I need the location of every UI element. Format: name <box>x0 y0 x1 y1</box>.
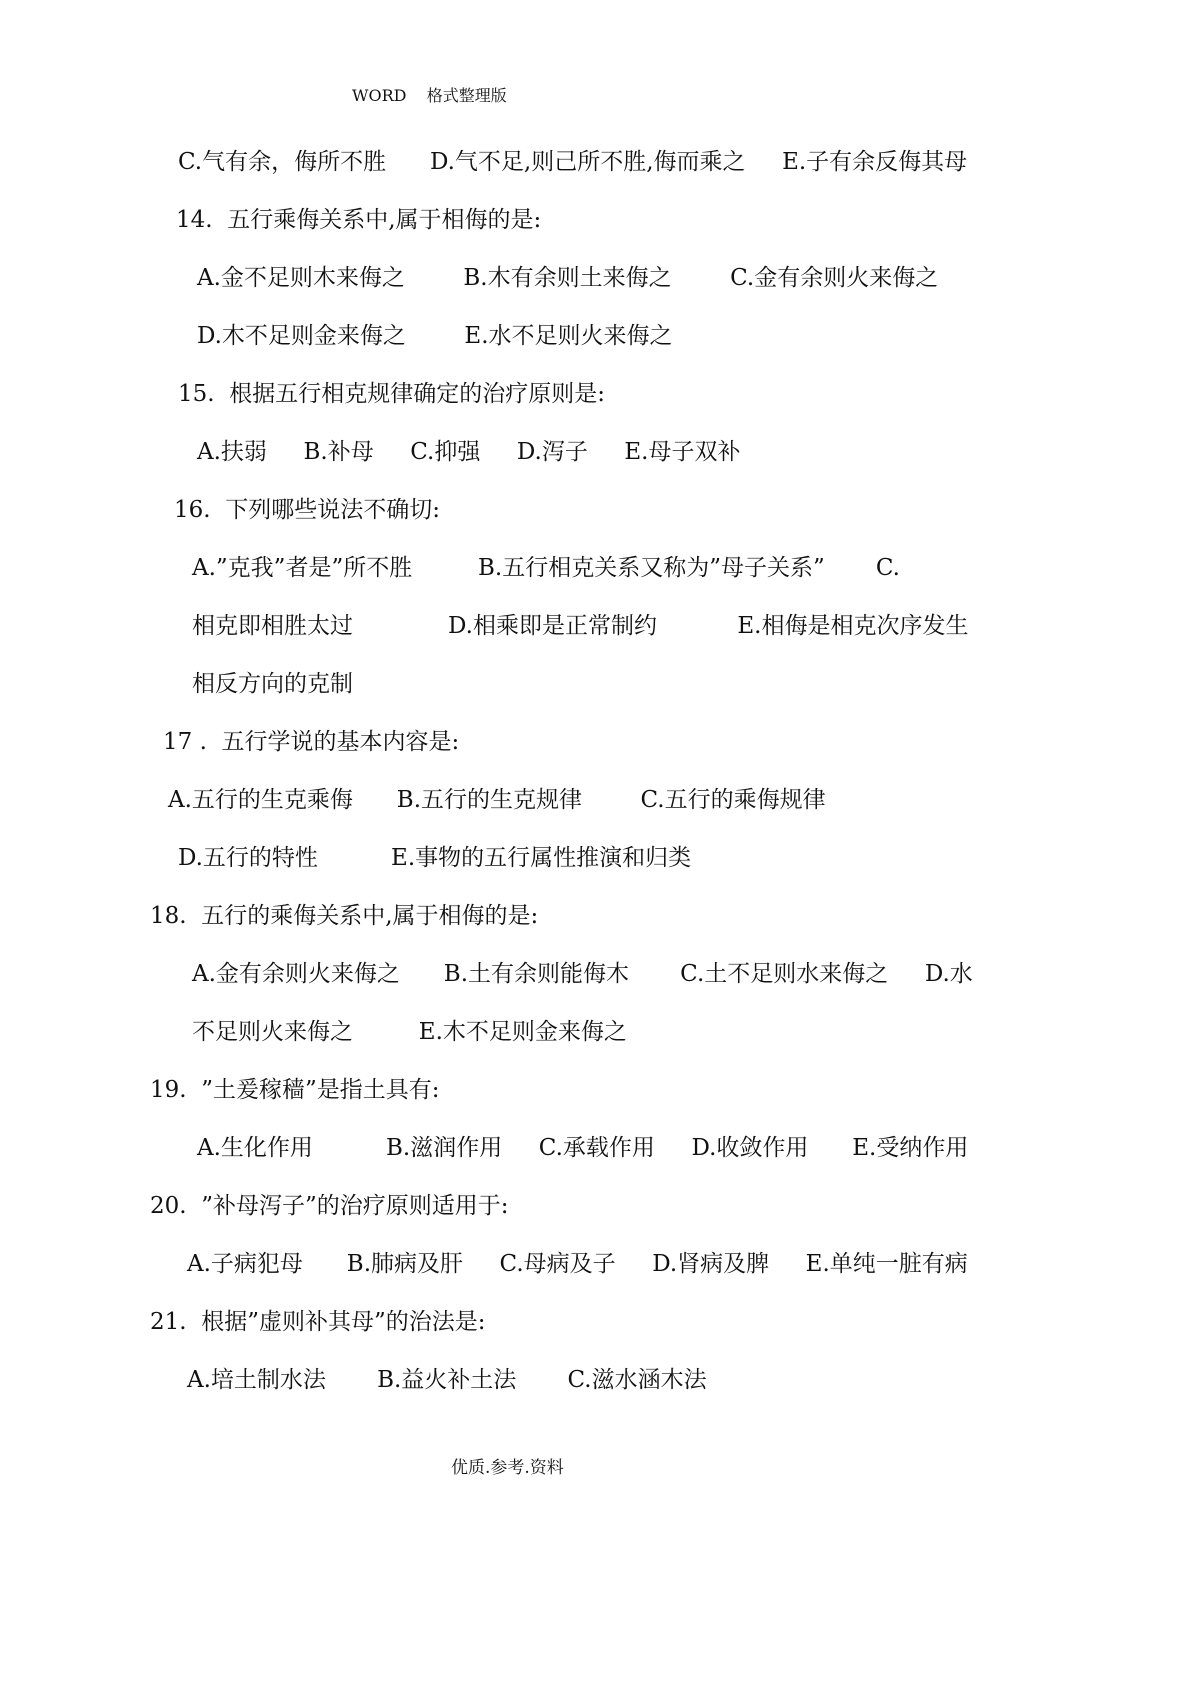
text-line: A.金有余则火来侮之 B.土有余则能侮木 C.土不足则水来侮之 D.水 <box>192 961 973 987</box>
text-line: A.五行的生克乘侮 B.五行的生克规律 C.五行的乘侮规律 <box>168 787 826 813</box>
text-line: D.木不足则金来侮之 E.水不足则火来侮之 <box>197 323 673 349</box>
text-line: D.五行的特性 E.事物的五行属性推演和归类 <box>178 845 692 871</box>
text-line: A.子病犯母 B.肺病及肝 C.母病及子 D.肾病及脾 E.单纯一脏有病 <box>187 1251 968 1277</box>
text-line: A.金不足则木来侮之 B.木有余则土来侮之 C.金有余则火来侮之 <box>197 265 939 291</box>
text-line: 相克即相胜太过 D.相乘即是正常制约 E.相侮是相克次序发生 <box>192 613 969 639</box>
question-17: 17 . 五行学说的基本内容是: <box>163 729 460 755</box>
page-header: WORD 格式整理版 <box>352 86 507 105</box>
page-footer: 优质.参考.资料 <box>451 1458 564 1478</box>
question-20: 20. ”补母泻子”的治疗原则适用于: <box>150 1193 509 1219</box>
question-18: 18. 五行的乘侮关系中,属于相侮的是: <box>150 903 539 929</box>
text-line: A.”克我”者是”所不胜 B.五行相克关系又称为”母子关系” C. <box>192 555 900 581</box>
text-line: 不足则火来侮之 E.木不足则金来侮之 <box>192 1019 627 1045</box>
question-15: 15. 根据五行相克规律确定的治疗原则是: <box>178 381 605 407</box>
question-16: 16. 下列哪些说法不确切: <box>174 497 440 523</box>
question-21: 21. 根据”虚则补其母”的治法是: <box>150 1309 486 1335</box>
text-line: A.培土制水法 B.益火补土法 C.滋水涵木法 <box>187 1367 707 1393</box>
text-line: A.扶弱 B.补母 C.抑强 D.泻子 E.母子双补 <box>197 439 741 465</box>
text-line: A.生化作用 B.滋润作用 C.承载作用 D.收敛作用 E.受纳作用 <box>197 1135 969 1161</box>
question-19: 19. ”土爰稼穑”是指土具有: <box>150 1077 440 1103</box>
text-line: C.气有余，侮所不胜 D.气不足,则己所不胜,侮而乘之 E.子有余反侮其母 <box>178 149 968 175</box>
text-line: 相反方向的克制 <box>192 671 353 697</box>
question-14: 14. 五行乘侮关系中,属于相侮的是: <box>176 207 542 233</box>
